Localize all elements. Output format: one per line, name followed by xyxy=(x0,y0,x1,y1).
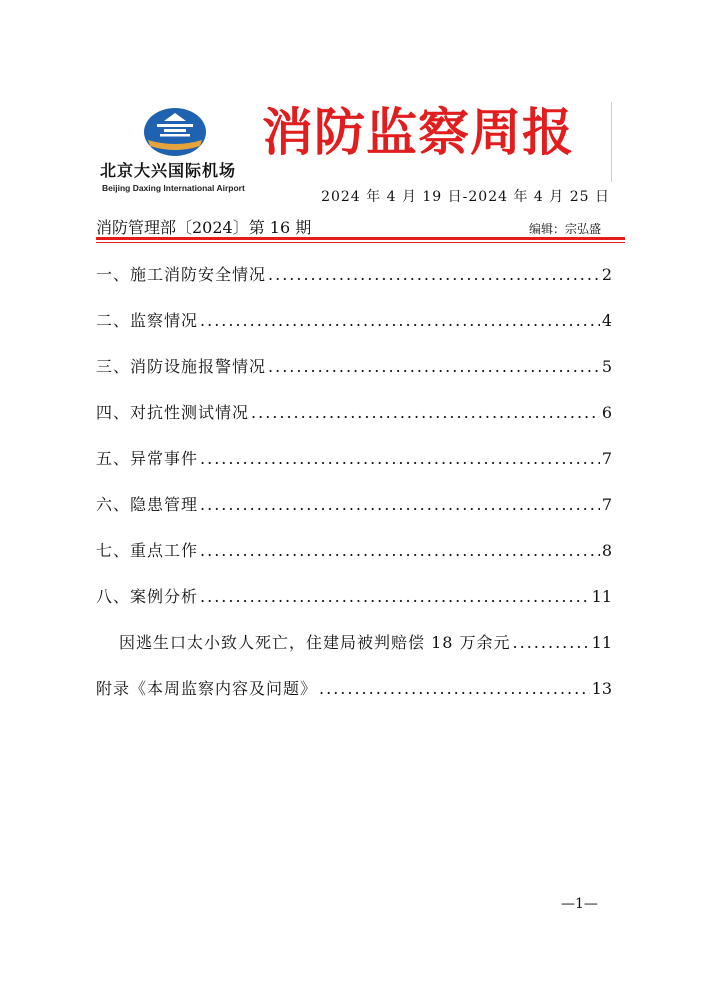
toc-entry-label: 五、异常事件 xyxy=(96,449,199,468)
logo-chinese-name: 北京大兴国际机场 xyxy=(100,161,237,180)
editor-label: 编辑：宗弘盛 xyxy=(528,222,601,236)
toc-entry-label: 四、对抗性测试情况 xyxy=(96,403,250,422)
toc-entry[interactable] xyxy=(96,538,612,584)
toc-entry[interactable] xyxy=(96,354,612,400)
toc-entry-label: 八、案例分析 xyxy=(96,587,199,606)
toc-entry-label: 七、重点工作 xyxy=(96,541,199,560)
toc-leader-dots xyxy=(200,587,590,606)
toc-entry-page: 13 xyxy=(591,679,612,698)
airport-logo xyxy=(100,106,250,198)
toc-entry[interactable] xyxy=(96,400,612,446)
toc-entry-page: 8 xyxy=(601,541,612,560)
toc-subentry[interactable] xyxy=(96,630,612,676)
toc-entry-page: 5 xyxy=(601,357,612,376)
toc-leader-dots xyxy=(268,357,600,376)
toc-leader-dots xyxy=(200,541,600,560)
report-title: 消防监察周报 xyxy=(262,103,575,163)
toc-entry[interactable] xyxy=(96,676,612,722)
toc-entry-page: 7 xyxy=(601,449,612,468)
toc-entry-label: 六、隐患管理 xyxy=(96,495,199,514)
toc-entry-label: 三、消防设施报警情况 xyxy=(96,357,267,376)
toc-leader-dots xyxy=(200,495,600,514)
toc-leader-dots xyxy=(268,265,600,284)
toc-entry-page: 4 xyxy=(601,311,612,330)
table-of-contents xyxy=(96,262,612,722)
toc-entry-page: 6 xyxy=(601,403,612,422)
issue-number: 消防管理部〔2024〕第 16 期 xyxy=(96,218,312,237)
airport-logo-icon xyxy=(142,106,208,158)
toc-entry-label: 二、监察情况 xyxy=(96,311,199,330)
toc-entry-label: 因逃生口太小致人死亡，住建局被判赔偿 18 万余元 xyxy=(119,633,511,652)
toc-leader-dots xyxy=(513,633,590,652)
header-rule-thin xyxy=(96,242,625,243)
logo-english-name: Beijing Daxing International Airport xyxy=(102,183,245,193)
toc-entry-label: 一、施工消防安全情况 xyxy=(96,265,267,284)
page-number: —1— xyxy=(561,896,598,912)
toc-entry-page: 11 xyxy=(591,587,612,606)
toc-entry[interactable] xyxy=(96,584,612,630)
toc-leader-dots xyxy=(319,679,590,698)
toc-leader-dots xyxy=(251,403,600,422)
toc-entry[interactable] xyxy=(96,308,612,354)
toc-entry-page: 11 xyxy=(591,633,612,652)
toc-leader-dots xyxy=(200,311,600,330)
header-divider xyxy=(611,102,612,182)
toc-entry[interactable] xyxy=(96,492,612,538)
toc-entry[interactable] xyxy=(96,262,612,308)
toc-entry[interactable] xyxy=(96,446,612,492)
toc-leader-dots xyxy=(200,449,600,468)
header-rule-thick xyxy=(96,237,625,240)
toc-entry-page: 7 xyxy=(601,495,612,514)
toc-entry-label: 附录《本周监察内容及问题》 xyxy=(96,679,318,698)
date-range: 2024 年 4 月 19 日-2024 年 4 月 25 日 xyxy=(321,189,610,205)
toc-entry-page: 2 xyxy=(601,265,612,284)
